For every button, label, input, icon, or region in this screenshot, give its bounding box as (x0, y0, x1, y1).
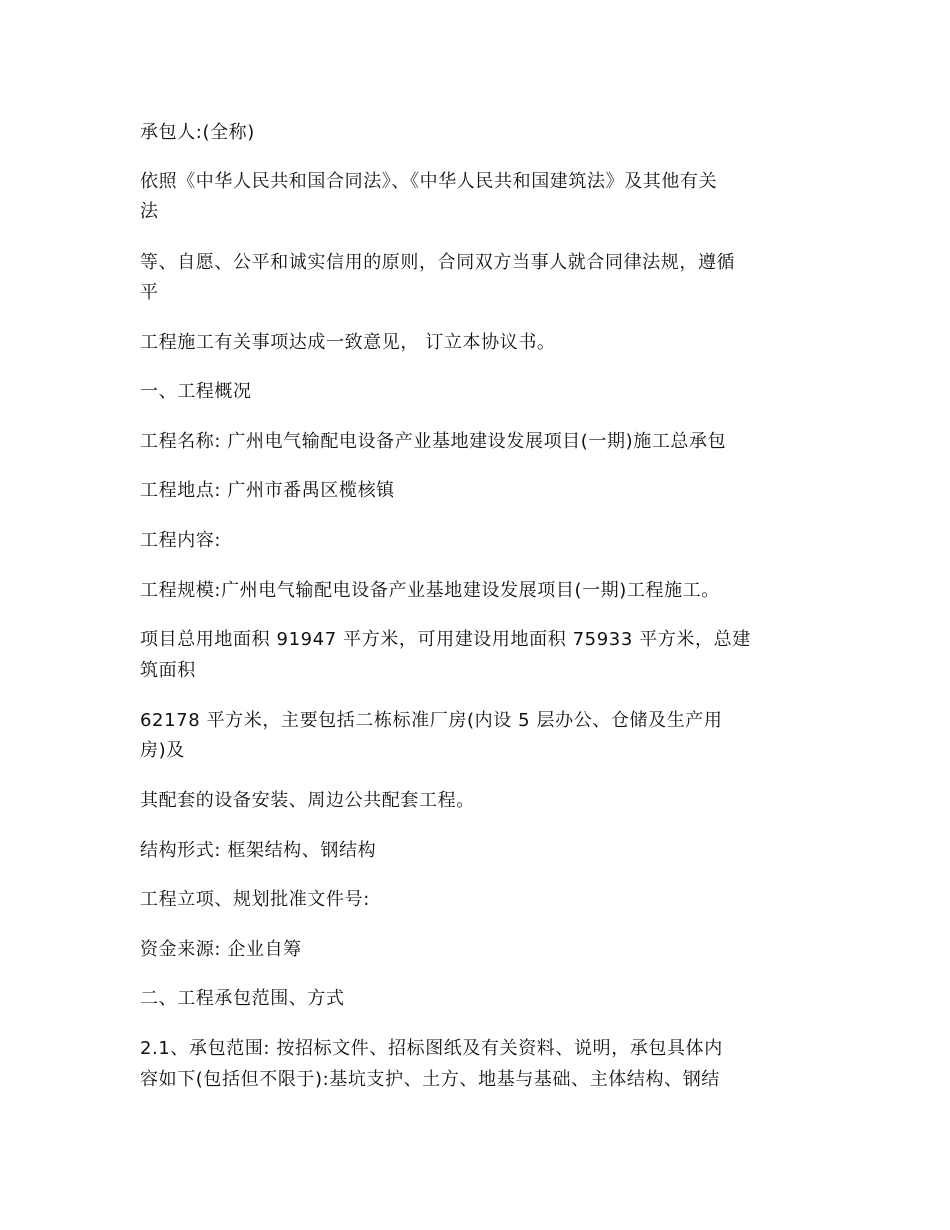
approval-doc-line: 工程立项、规划批准文件号: (140, 889, 370, 910)
contractor-name-line: 承包人:(全称) (140, 122, 255, 143)
section-1-heading: 一、工程概况 (140, 381, 252, 402)
area-line-1: 项目总用地面积 91947 平方米，可用建设用地面积 75933 平方米，总建 (140, 629, 751, 650)
project-location-line: 工程地点: 广州市番禺区榄核镇 (140, 480, 395, 501)
basis-line-1: 依照《中华人民共和国合同法》、《中华人民共和国建筑法》及其他有关 (140, 171, 718, 192)
basis-line-2: 等、自愿、公平和诚实信用的原则，合同双方当事人就合同律法规，遵循 (140, 252, 736, 273)
area-line-2: 62178 平方米，主要包括二栋标准厂房(内设 5 层办公、仓储及生产用 (140, 710, 723, 731)
area-line-1-wrap: 筑面积 (140, 660, 196, 681)
scope-line-1: 2.1、承包范围: 按招标文件、招标图纸及有关资料、说明，承包具体内 (140, 1038, 723, 1059)
basis-line-1-wrap: 法 (140, 201, 159, 222)
funding-source-line: 资金来源: 企业自筹 (140, 939, 302, 960)
area-line-3: 其配套的设备安装、周边公共配套工程。 (140, 790, 475, 811)
project-scale-line: 工程规模:广州电气输配电设备产业基地建设发展项目(一期)工程施工。 (140, 580, 720, 601)
scope-line-2: 容如下(包括但不限于):基坑支护、土方、地基与基础、主体结构、钢结 (140, 1069, 720, 1090)
area-line-2-wrap: 房)及 (140, 740, 185, 761)
project-name-line: 工程名称: 广州电气输配电设备产业基地建设发展项目(一期)施工总承包 (140, 431, 727, 452)
basis-line-2-wrap: 平 (140, 282, 159, 303)
project-content-line: 工程内容: (140, 530, 222, 551)
section-2-heading: 二、工程承包范围、方式 (140, 988, 345, 1009)
basis-line-3: 工程施工有关事项达成一致意见， 订立本协议书。 (140, 332, 556, 353)
structure-type-line: 结构形式: 框架结构、钢结构 (140, 840, 377, 861)
